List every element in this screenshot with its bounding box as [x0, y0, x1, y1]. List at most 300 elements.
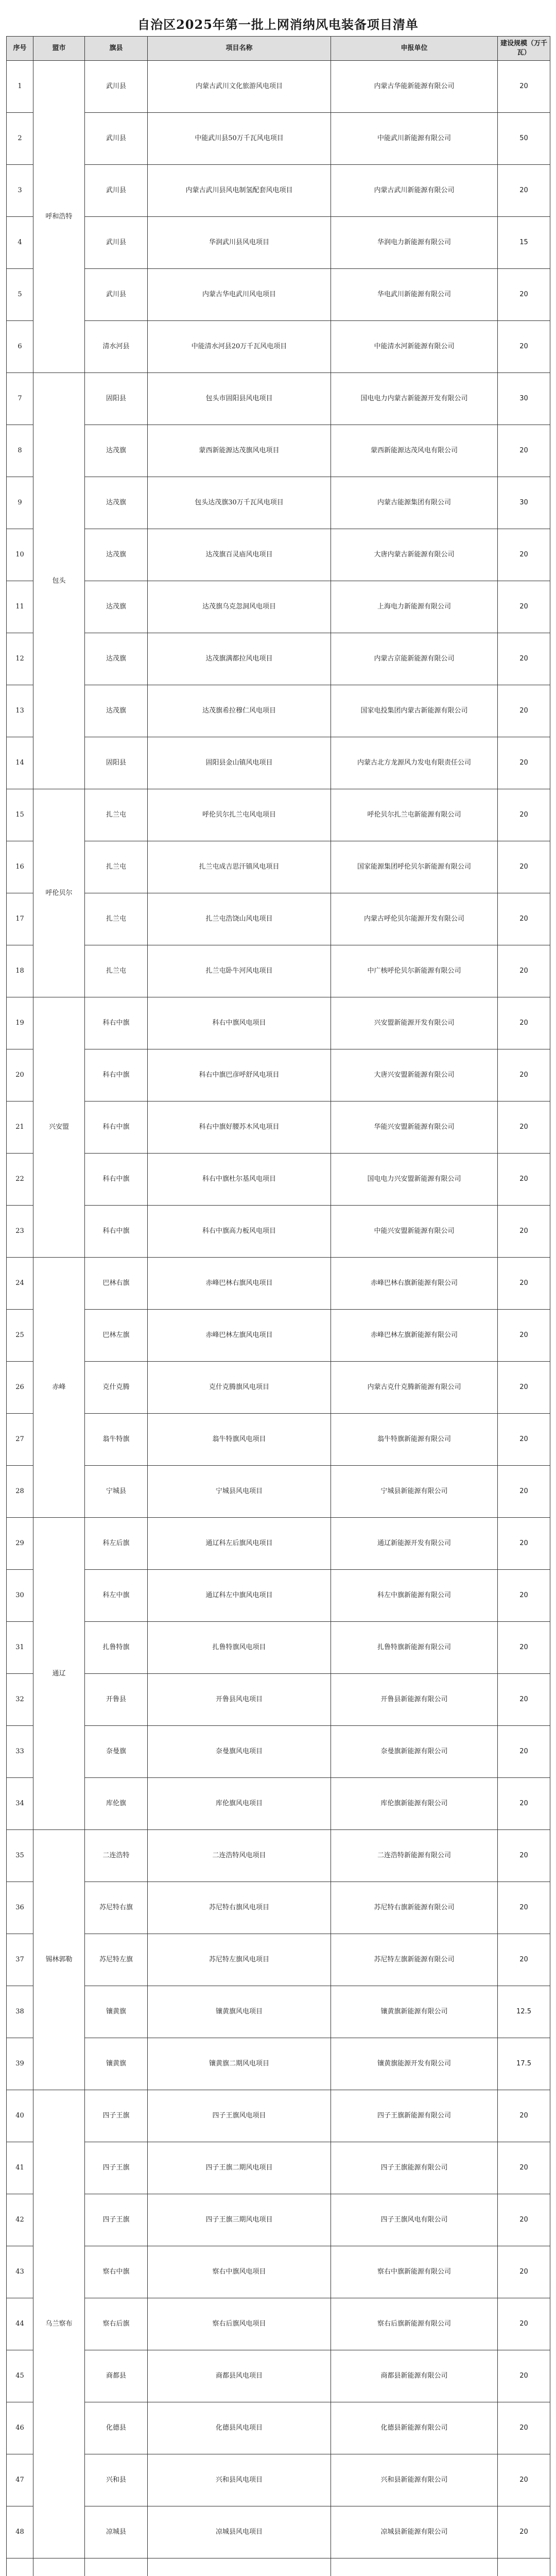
cell-no: 30 — [7, 1570, 33, 1622]
cell-no: 22 — [7, 1154, 33, 1206]
table-row — [7, 477, 550, 529]
cell-applicant: 四子王旗风电有限公司 — [331, 2194, 498, 2246]
cell-project-name: 察右后旗风电项目 — [148, 2298, 331, 2350]
cell-capacity: 20 — [498, 1830, 550, 1882]
table-row — [7, 1622, 550, 1674]
cell-capacity: 20 — [498, 1101, 550, 1154]
cell-capacity: 30 — [498, 477, 550, 529]
cell-applicant: 扎鲁特旗新能源有限公司 — [331, 1622, 498, 1674]
cell-banner: 科右中旗 — [85, 997, 148, 1049]
cell-banner: 达茂旗 — [85, 529, 148, 581]
cell-applicant: 中能兴安盟新能源有限公司 — [331, 1206, 498, 1258]
cell-capacity: 20 — [498, 633, 550, 685]
cell-project-name: 达茂旗乌克忽洞风电项目 — [148, 581, 331, 633]
cell-no: 7 — [7, 373, 33, 425]
table-row — [7, 1362, 550, 1414]
cell-no: 37 — [7, 1934, 33, 1986]
cell-capacity: 20 — [498, 1049, 550, 1101]
cell-project-name: 奈曼旗风电项目 — [148, 1726, 331, 1778]
cell-banner: 科右中旗 — [85, 1049, 148, 1101]
cell-project-name: 赤峰巴林左旗风电项目 — [148, 1310, 331, 1362]
table-row — [7, 113, 550, 165]
cell-banner: 开鲁县 — [85, 1674, 148, 1726]
table-row — [7, 1570, 550, 1622]
cell-applicant: 通辽新能源开发有限公司 — [331, 1518, 498, 1570]
cell-project-name: 克什克腾旗风电项目 — [148, 1362, 331, 1414]
table-row — [7, 581, 550, 633]
cell-banner: 翁牛特旗 — [85, 1414, 148, 1466]
table-row — [7, 737, 550, 789]
cell-capacity: 20 — [498, 841, 550, 893]
cell-league — [33, 2558, 85, 2576]
cell-banner: 四子王旗 — [85, 2142, 148, 2194]
cell-applicant: 商都县新能源有限公司 — [331, 2350, 498, 2402]
table-row — [7, 1154, 550, 1206]
table-row — [7, 2090, 550, 2142]
cell-applicant: 库伦旗新能源有限公司 — [331, 1778, 498, 1830]
cell-applicant: 内蒙古华能新能源有限公司 — [331, 61, 498, 113]
table-row — [7, 1830, 550, 1882]
cell-capacity: 20 — [498, 61, 550, 113]
cell-applicant: 察右后旗新能源有限公司 — [331, 2298, 498, 2350]
cell-no: 16 — [7, 841, 33, 893]
cell-capacity: 20 — [498, 1362, 550, 1414]
cell-applicant: 国家能源集团呼伦贝尔新能源有限公司 — [331, 841, 498, 893]
cell-applicant: 国电电力内蒙古新能源开发有限公司 — [331, 373, 498, 425]
cell-no: 33 — [7, 1726, 33, 1778]
cell-project-name: 科右中旗好腰苏木风电项目 — [148, 1101, 331, 1154]
cell-no: 3 — [7, 165, 33, 217]
cell-banner: 达茂旗 — [85, 425, 148, 477]
cell-applicant: 国家电投集团内蒙古新能源有限公司 — [331, 685, 498, 737]
cell-capacity: 20 — [498, 1414, 550, 1466]
cell-project-name: 内蒙古华电武川风电项目 — [148, 269, 331, 321]
cell-applicant: 呼伦贝尔扎兰屯新能源有限公司 — [331, 789, 498, 841]
cell-project-name: 内蒙古武川县风电制氢配套风电项目 — [148, 165, 331, 217]
cell-no: 2 — [7, 113, 33, 165]
cell-project-name: 达茂旗希拉穆仁风电项目 — [148, 685, 331, 737]
page-title: 自治区2025年第一批上网消纳风电装备项目清单 — [137, 17, 419, 32]
cell-applicant: 华能兴安盟新能源有限公司 — [331, 1101, 498, 1154]
table-row — [7, 1206, 550, 1258]
cell-banner: 扎兰屯 — [85, 841, 148, 893]
cell-capacity: 50 — [498, 113, 550, 165]
cell-banner: 扎鲁特旗 — [85, 1622, 148, 1674]
cell-project-name: 宁城县风电项目 — [148, 1466, 331, 1518]
cell-project-name: 科右中旗杜尔基风电项目 — [148, 1154, 331, 1206]
cell-banner: 科右中旗 — [85, 1206, 148, 1258]
cell-applicant: 中能清水河新能源有限公司 — [331, 321, 498, 373]
cell-banner: 库伦旗 — [85, 1778, 148, 1830]
cell-applicant: 镶黄旗新能源有限公司 — [331, 1986, 498, 2038]
cell-applicant: 四子王旗能源有限公司 — [331, 2142, 498, 2194]
cell-league: 包头 — [33, 373, 85, 789]
cell-capacity: 20 — [498, 1570, 550, 1622]
cell-capacity: 20 — [498, 2454, 550, 2506]
cell-capacity: 20 — [498, 529, 550, 581]
cell-capacity: 20 — [498, 893, 550, 945]
cell-capacity: 20 — [498, 2298, 550, 2350]
cell-banner: 巴林右旗 — [85, 1258, 148, 1310]
cell-capacity: 20 — [498, 1726, 550, 1778]
header-banner: 旗县 — [85, 37, 148, 61]
table-row — [7, 893, 550, 945]
cell-capacity: 12.5 — [498, 1986, 550, 2038]
cell-capacity: 20 — [498, 2246, 550, 2298]
cell-capacity: 20 — [498, 2506, 550, 2558]
cell-banner: 扎兰屯 — [85, 789, 148, 841]
cell-no: 35 — [7, 1830, 33, 1882]
cell-no: 46 — [7, 2402, 33, 2454]
cell-applicant — [331, 2558, 498, 2576]
table-row — [7, 1778, 550, 1830]
table-row — [7, 2350, 550, 2402]
table-row — [7, 1101, 550, 1154]
cell-banner: 固阳县 — [85, 737, 148, 789]
cell-no: 19 — [7, 997, 33, 1049]
table-row — [7, 841, 550, 893]
cell-project-name: 镶黄旗风电项目 — [148, 1986, 331, 2038]
cell-league: 兴安盟 — [33, 997, 85, 1258]
header-league: 盟市 — [33, 37, 85, 61]
cell-capacity: 20 — [498, 2402, 550, 2454]
cell-banner: 扎兰屯 — [85, 945, 148, 997]
cell-applicant: 兴和县新能源有限公司 — [331, 2454, 498, 2506]
cell-applicant: 化德县新能源有限公司 — [331, 2402, 498, 2454]
cell-applicant: 宁城县新能源有限公司 — [331, 1466, 498, 1518]
cell-no: 18 — [7, 945, 33, 997]
cell-capacity: 20 — [498, 1934, 550, 1986]
table-row — [7, 2194, 550, 2246]
cell-project-name: 开鲁县风电项目 — [148, 1674, 331, 1726]
cell-project-name: 翁牛特旗风电项目 — [148, 1414, 331, 1466]
cell-project-name: 包头达茂旗30万千瓦风电项目 — [148, 477, 331, 529]
cell-applicant: 内蒙古克什克腾新能源有限公司 — [331, 1362, 498, 1414]
cell-project-name: 科右中旗风电项目 — [148, 997, 331, 1049]
cell-capacity: 20 — [498, 321, 550, 373]
cell-project-name: 察右中旗风电项目 — [148, 2246, 331, 2298]
cell-no: 1 — [7, 61, 33, 113]
cell-capacity — [498, 2558, 550, 2576]
cell-capacity: 20 — [498, 165, 550, 217]
cell-no: 15 — [7, 789, 33, 841]
cell-applicant: 二连浩特新能源有限公司 — [331, 1830, 498, 1882]
table-row — [7, 945, 550, 997]
cell-no: 14 — [7, 737, 33, 789]
cell-applicant: 四子王旗新能源有限公司 — [331, 2090, 498, 2142]
table-row — [7, 321, 550, 373]
cell-no: 32 — [7, 1674, 33, 1726]
table-row — [7, 1882, 550, 1934]
table-row — [7, 1310, 550, 1362]
table-row — [7, 373, 550, 425]
cell-banner: 镶黄旗 — [85, 1986, 148, 2038]
cell-project-name: 扎兰屯卧牛河风电项目 — [148, 945, 331, 997]
cell-applicant: 大唐兴安盟新能源有限公司 — [331, 1049, 498, 1101]
cell-capacity: 20 — [498, 997, 550, 1049]
cell-project-name: 蒙西新能源达茂旗风电项目 — [148, 425, 331, 477]
cell-project-name: 科右中旗巴彦呼舒风电项目 — [148, 1049, 331, 1101]
cell-capacity: 20 — [498, 737, 550, 789]
cell-no: 44 — [7, 2298, 33, 2350]
cell-applicant: 内蒙古武川新能源有限公司 — [331, 165, 498, 217]
table-row — [7, 165, 550, 217]
table-row — [7, 1049, 550, 1101]
cell-project-name: 凉城县风电项目 — [148, 2506, 331, 2558]
cell-applicant: 华润电力新能源有限公司 — [331, 217, 498, 269]
cell-capacity: 15 — [498, 217, 550, 269]
table-row — [7, 1518, 550, 1570]
cell-capacity: 20 — [498, 1622, 550, 1674]
table-row — [7, 61, 550, 113]
cell-capacity: 20 — [498, 2142, 550, 2194]
table-row — [7, 685, 550, 737]
cell-no: 13 — [7, 685, 33, 737]
cell-project-name: 中能清水河县20万千瓦风电项目 — [148, 321, 331, 373]
cell-no: 47 — [7, 2454, 33, 2506]
cell-applicant: 内蒙古能源集团有限公司 — [331, 477, 498, 529]
header-capacity: 建设规模（万千瓦） — [498, 37, 550, 61]
cell-banner: 达茂旗 — [85, 477, 148, 529]
cell-applicant: 奈曼旗新能源有限公司 — [331, 1726, 498, 1778]
cell-project-name: 四子王旗三期风电项目 — [148, 2194, 331, 2246]
table-row — [7, 2246, 550, 2298]
cell-project-name: 四子王旗风电项目 — [148, 2090, 331, 2142]
table-row — [7, 1934, 550, 1986]
cell-capacity: 20 — [498, 945, 550, 997]
cell-project-name: 达茂旗满都拉风电项目 — [148, 633, 331, 685]
cell-banner: 镶黄旗 — [85, 2038, 148, 2090]
cell-banner: 扎兰屯 — [85, 893, 148, 945]
cell-banner: 达茂旗 — [85, 685, 148, 737]
cell-banner: 四子王旗 — [85, 2194, 148, 2246]
cell-project-name: 兴和县风电项目 — [148, 2454, 331, 2506]
table-row — [7, 997, 550, 1049]
table-row — [7, 1466, 550, 1518]
cell-capacity: 20 — [498, 1518, 550, 1570]
cell-project-name — [148, 2558, 331, 2576]
cell-project-name: 二连浩特风电项目 — [148, 1830, 331, 1882]
table-row — [7, 425, 550, 477]
table-row — [7, 1674, 550, 1726]
cell-capacity: 20 — [498, 1466, 550, 1518]
cell-capacity: 20 — [498, 269, 550, 321]
cell-no: 23 — [7, 1206, 33, 1258]
header-name: 项目名称 — [148, 37, 331, 61]
table-row — [7, 2506, 550, 2558]
cell-no: 28 — [7, 1466, 33, 1518]
cell-no: 45 — [7, 2350, 33, 2402]
cell-capacity: 20 — [498, 1206, 550, 1258]
cell-capacity: 20 — [498, 1154, 550, 1206]
cell-capacity: 20 — [498, 1778, 550, 1830]
cell-capacity: 20 — [498, 1258, 550, 1310]
cell-league: 乌兰察布 — [33, 2090, 85, 2558]
cell-applicant: 赤峰巴林右旗新能源有限公司 — [331, 1258, 498, 1310]
cell-no: 38 — [7, 1986, 33, 2038]
cell-no: 31 — [7, 1622, 33, 1674]
cell-applicant: 内蒙古北方龙源风力发电有限责任公司 — [331, 737, 498, 789]
cell-applicant: 察右中旗新能源有限公司 — [331, 2246, 498, 2298]
cell-capacity: 20 — [498, 2350, 550, 2402]
cell-no: 36 — [7, 1882, 33, 1934]
project-table — [6, 36, 550, 2576]
table-row — [7, 1258, 550, 1310]
cell-banner: 达茂旗 — [85, 581, 148, 633]
cell-project-name: 通辽科左中旗风电项目 — [148, 1570, 331, 1622]
cell-banner: 察右后旗 — [85, 2298, 148, 2350]
cell-project-name: 苏尼特左旗风电项目 — [148, 1934, 331, 1986]
table-row — [7, 633, 550, 685]
cell-no: 21 — [7, 1101, 33, 1154]
cell-project-name: 呼伦贝尔扎兰屯风电项目 — [148, 789, 331, 841]
cell-no: 43 — [7, 2246, 33, 2298]
cell-project-name: 化德县风电项目 — [148, 2402, 331, 2454]
cell-banner: 科左中旗 — [85, 1570, 148, 1622]
cell-banner: 武川县 — [85, 217, 148, 269]
cell-banner: 武川县 — [85, 269, 148, 321]
cell-banner: 巴林左旗 — [85, 1310, 148, 1362]
cell-capacity: 20 — [498, 581, 550, 633]
cell-project-name: 商都县风电项目 — [148, 2350, 331, 2402]
cell-project-name: 通辽科左后旗风电项目 — [148, 1518, 331, 1570]
cell-banner: 克什克腾 — [85, 1362, 148, 1414]
cell-project-name: 中能武川县50万千瓦风电项目 — [148, 113, 331, 165]
cell-applicant: 上海电力新能源有限公司 — [331, 581, 498, 633]
cell-applicant: 华电武川新能源有限公司 — [331, 269, 498, 321]
cell-applicant: 国电电力兴安盟新能源有限公司 — [331, 1154, 498, 1206]
cell-applicant: 科左中旗新能源有限公司 — [331, 1570, 498, 1622]
cell-capacity: 20 — [498, 2194, 550, 2246]
cell-project-name: 四子王旗二期风电项目 — [148, 2142, 331, 2194]
cell-applicant: 苏尼特左旗新能源有限公司 — [331, 1934, 498, 1986]
table-row — [7, 2558, 550, 2576]
cell-capacity: 17.5 — [498, 2038, 550, 2090]
cell-no: 40 — [7, 2090, 33, 2142]
cell-capacity: 20 — [498, 1674, 550, 1726]
table-row — [7, 1726, 550, 1778]
table-row — [7, 2298, 550, 2350]
cell-no: 12 — [7, 633, 33, 685]
cell-banner: 二连浩特 — [85, 1830, 148, 1882]
cell-no: 25 — [7, 1310, 33, 1362]
cell-banner: 四子王旗 — [85, 2090, 148, 2142]
table-row — [7, 2454, 550, 2506]
cell-project-name: 苏尼特右旗风电项目 — [148, 1882, 331, 1934]
cell-banner: 科右中旗 — [85, 1154, 148, 1206]
cell-league: 呼和浩特 — [33, 61, 85, 373]
cell-banner: 武川县 — [85, 165, 148, 217]
table-row — [7, 2142, 550, 2194]
cell-banner: 商都县 — [85, 2350, 148, 2402]
table-row — [7, 1986, 550, 2038]
cell-no: 29 — [7, 1518, 33, 1570]
cell-banner: 凉城县 — [85, 2506, 148, 2558]
table-body — [7, 61, 550, 2576]
table-row — [7, 2038, 550, 2090]
cell-banner — [85, 2558, 148, 2576]
cell-no: 24 — [7, 1258, 33, 1310]
cell-applicant: 开鲁县新能源有限公司 — [331, 1674, 498, 1726]
cell-project-name: 内蒙古武川文化旅游风电项目 — [148, 61, 331, 113]
cell-project-name: 固阳县金山镇风电项目 — [148, 737, 331, 789]
cell-no: 34 — [7, 1778, 33, 1830]
cell-project-name: 赤峰巴林右旗风电项目 — [148, 1258, 331, 1310]
header-unit: 申报单位 — [331, 37, 498, 61]
cell-no: 17 — [7, 893, 33, 945]
cell-banner: 固阳县 — [85, 373, 148, 425]
cell-no: 41 — [7, 2142, 33, 2194]
table-header — [7, 37, 550, 61]
cell-banner: 清水河县 — [85, 321, 148, 373]
cell-capacity: 20 — [498, 2090, 550, 2142]
cell-project-name: 镶黄旗二期风电项目 — [148, 2038, 331, 2090]
header-no: 序号 — [7, 37, 33, 61]
cell-applicant: 凉城县新能源有限公司 — [331, 2506, 498, 2558]
cell-project-name: 科右中旗高力板风电项目 — [148, 1206, 331, 1258]
cell-capacity: 20 — [498, 425, 550, 477]
cell-banner: 武川县 — [85, 113, 148, 165]
cell-project-name: 库伦旗风电项目 — [148, 1778, 331, 1830]
cell-applicant: 兴安盟新能源开发有限公司 — [331, 997, 498, 1049]
cell-no: 27 — [7, 1414, 33, 1466]
table-row — [7, 529, 550, 581]
cell-project-name: 扎兰屯浩饶山风电项目 — [148, 893, 331, 945]
cell-no: 26 — [7, 1362, 33, 1414]
cell-no: 39 — [7, 2038, 33, 2090]
cell-project-name: 包头市固阳县风电项目 — [148, 373, 331, 425]
cell-league: 锡林郭勒 — [33, 1830, 85, 2090]
cell-applicant: 大唐内蒙古新能源有限公司 — [331, 529, 498, 581]
cell-project-name: 华润武川县风电项目 — [148, 217, 331, 269]
cell-no: 10 — [7, 529, 33, 581]
cell-banner: 察右中旗 — [85, 2246, 148, 2298]
table-row — [7, 789, 550, 841]
cell-project-name: 扎兰屯成吉思汗镇风电项目 — [148, 841, 331, 893]
cell-capacity: 20 — [498, 1882, 550, 1934]
cell-no: 11 — [7, 581, 33, 633]
cell-capacity: 20 — [498, 789, 550, 841]
table-row — [7, 269, 550, 321]
cell-applicant: 内蒙古京能新能源有限公司 — [331, 633, 498, 685]
cell-applicant: 中广核呼伦贝尔新能源有限公司 — [331, 945, 498, 997]
cell-banner: 苏尼特右旗 — [85, 1882, 148, 1934]
cell-no: 48 — [7, 2506, 33, 2558]
cell-banner: 科左后旗 — [85, 1518, 148, 1570]
table-row — [7, 217, 550, 269]
cell-applicant: 内蒙古呼伦贝尔能源开发有限公司 — [331, 893, 498, 945]
cell-project-name: 达茂旗百灵庙风电项目 — [148, 529, 331, 581]
cell-no: 4 — [7, 217, 33, 269]
cell-applicant: 镶黄旗能源开发有限公司 — [331, 2038, 498, 2090]
cell-no: 42 — [7, 2194, 33, 2246]
cell-capacity: 20 — [498, 1310, 550, 1362]
cell-applicant: 蒙西新能源达茂风电有限公司 — [331, 425, 498, 477]
cell-applicant: 苏尼特右旗新能源有限公司 — [331, 1882, 498, 1934]
cell-no: 6 — [7, 321, 33, 373]
cell-banner: 达茂旗 — [85, 633, 148, 685]
cell-banner: 化德县 — [85, 2402, 148, 2454]
cell-banner: 宁城县 — [85, 1466, 148, 1518]
cell-banner: 奈曼旗 — [85, 1726, 148, 1778]
cell-capacity: 20 — [498, 685, 550, 737]
cell-banner: 科右中旗 — [85, 1101, 148, 1154]
cell-league: 通辽 — [33, 1518, 85, 1830]
cell-project-name: 扎鲁特旗风电项目 — [148, 1622, 331, 1674]
cell-applicant: 中能武川新能源有限公司 — [331, 113, 498, 165]
table-row — [7, 1414, 550, 1466]
cell-no — [7, 2558, 33, 2576]
